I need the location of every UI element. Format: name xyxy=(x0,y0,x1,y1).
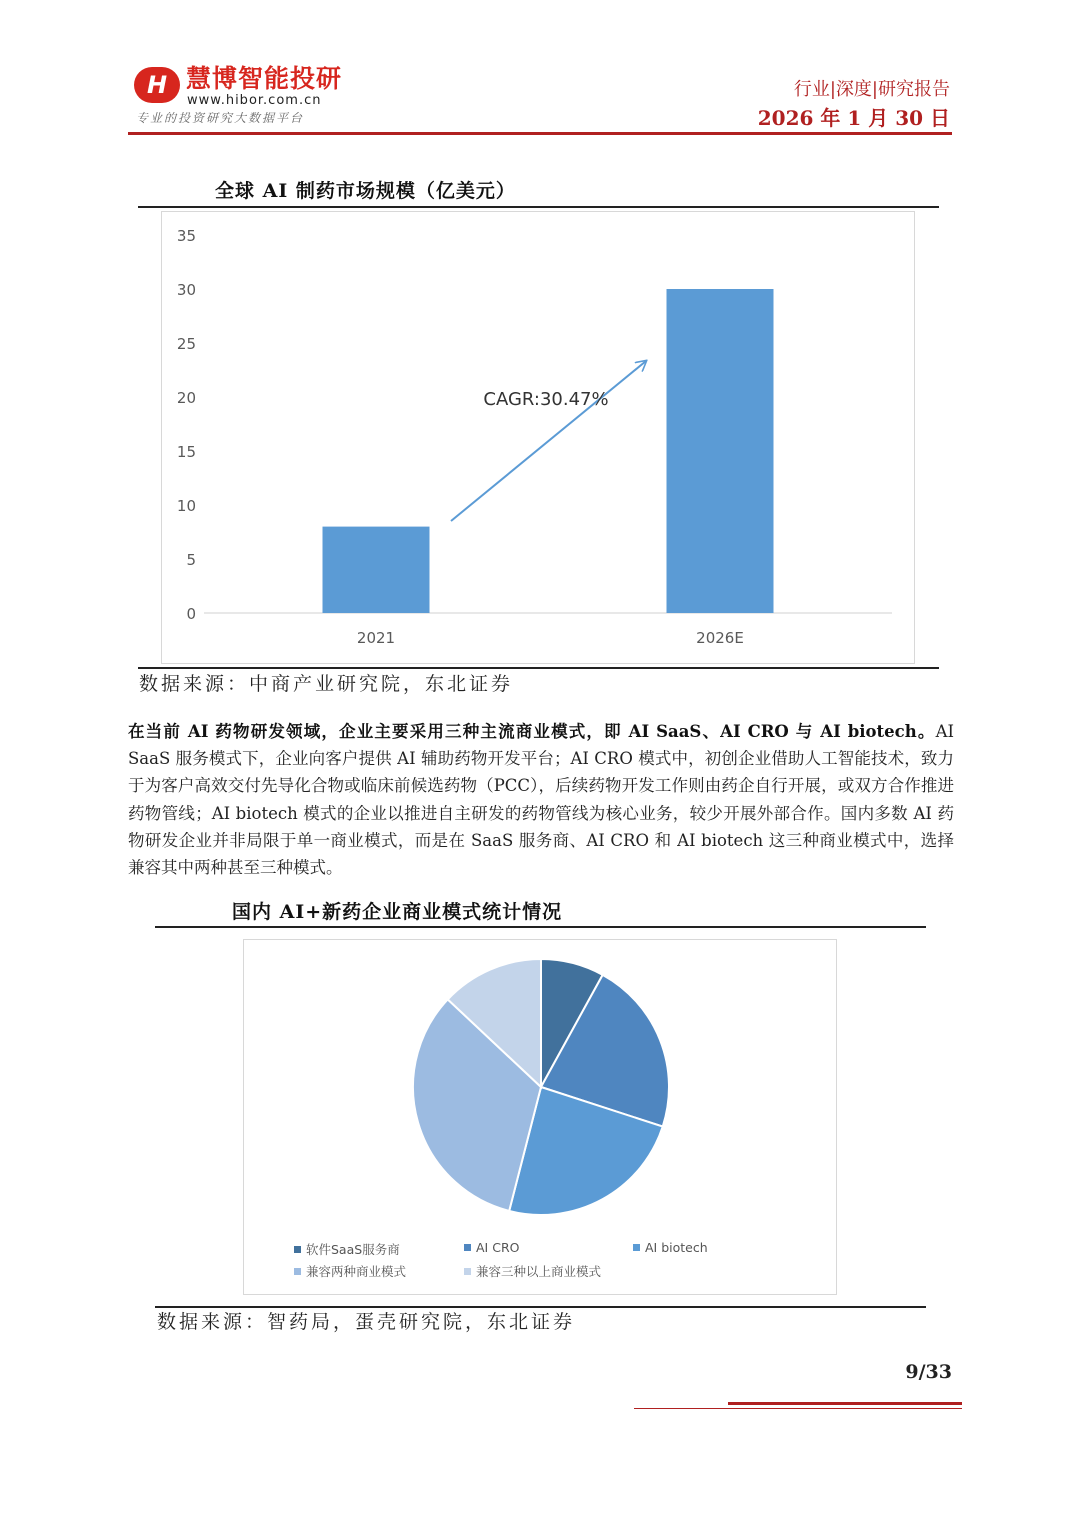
y-tick-label: 25 xyxy=(176,335,196,353)
body-paragraph xyxy=(128,718,954,881)
y-tick-label: 0 xyxy=(186,605,196,623)
legend-item xyxy=(464,1262,601,1280)
paragraph-lead: 在当前 AI 药物研发领域，企业主要采用三种主流商业模式，即 AI SaaS、AI CRO 与 AI biotech。 xyxy=(128,722,936,741)
cagr-arrow xyxy=(451,361,646,521)
figure2-source: 数据来源：智药局，蛋壳研究院，东北证券 xyxy=(157,1311,576,1333)
x-tick-label: 2021 xyxy=(356,629,396,647)
y-tick-label: 35 xyxy=(176,227,196,245)
legend-swatch xyxy=(294,1246,301,1253)
figure1-source: 数据来源：中商产业研究院，东北证券 xyxy=(139,673,514,695)
x-tick-label: 2026E xyxy=(696,629,744,647)
legend-label: AI CRO xyxy=(476,1240,520,1255)
bar-2021 xyxy=(323,527,430,613)
bar-2026e xyxy=(667,289,774,613)
footer-rule-thick xyxy=(728,1402,962,1405)
header-rule xyxy=(128,132,952,135)
legend-label: 软件SaaS服务商 xyxy=(306,1242,400,1257)
figure2-top-rule xyxy=(155,926,926,928)
legend-item xyxy=(633,1240,708,1255)
logo-url[interactable]: www.hibor.com.cn xyxy=(187,93,322,108)
logo-slogan: 专业的投资研究大数据平台 xyxy=(136,111,305,125)
y-tick-label: 10 xyxy=(176,497,196,515)
legend-label: AI biotech xyxy=(645,1240,708,1255)
legend-item xyxy=(464,1240,519,1255)
logo-mark: H xyxy=(134,67,180,103)
paragraph-rest: AI SaaS 服务模式下，企业向客户提供 AI 辅助药物开发平台；AI CRO 模式中，初创企业借助人工智能技术，致力于为客户高效交付先导化合物或临床前候选药物（PCC），后续药物开发工作则由药企自行开展，或双方合作推进药物管线；AI biotech 模式的企业以推进自主研发的药物管线为核心业务，较少开展外部合作。国内多数 AI 药物研发企业并非局限于单一商业模式，而是在 SaaS 服务商、AI CRO 和 AI biotech 这三种商业模式中，选择兼容其中两种甚至三种模式。 xyxy=(128,722,954,878)
legend-swatch xyxy=(633,1244,640,1251)
legend-swatch xyxy=(464,1268,471,1275)
figure1-title: 全球 AI 制药市场规模（亿美元） xyxy=(215,180,516,202)
y-tick-label: 30 xyxy=(176,281,196,299)
footer-rule-thin xyxy=(634,1408,962,1409)
y-tick-label: 15 xyxy=(176,443,196,461)
pie-chart-frame xyxy=(243,939,837,1295)
bar-chart xyxy=(162,212,914,663)
report-date: 2026 年 1 月 30 日 xyxy=(757,106,950,130)
y-tick-label: 20 xyxy=(176,389,196,407)
legend-item xyxy=(294,1240,400,1258)
legend-item xyxy=(294,1262,406,1280)
page-number: 9/33 xyxy=(905,1361,952,1383)
figure2-bottom-rule xyxy=(155,1306,926,1308)
report-type: 行业|深度|研究报告 xyxy=(793,79,950,100)
bar-chart-frame xyxy=(161,211,915,664)
logo-name: 慧博智能投研 xyxy=(186,64,343,93)
figure2-title: 国内 AI+新药企业商业模式统计情况 xyxy=(232,901,563,923)
figure1-top-rule xyxy=(138,206,939,208)
legend-swatch xyxy=(464,1244,471,1251)
figure1-bottom-rule xyxy=(138,667,939,669)
y-tick-label: 5 xyxy=(186,551,196,569)
cagr-label: CAGR:30.47% xyxy=(483,389,609,410)
legend-label: 兼容三种以上商业模式 xyxy=(476,1264,602,1279)
legend-label: 兼容两种商业模式 xyxy=(306,1264,407,1279)
legend-swatch xyxy=(294,1268,301,1275)
